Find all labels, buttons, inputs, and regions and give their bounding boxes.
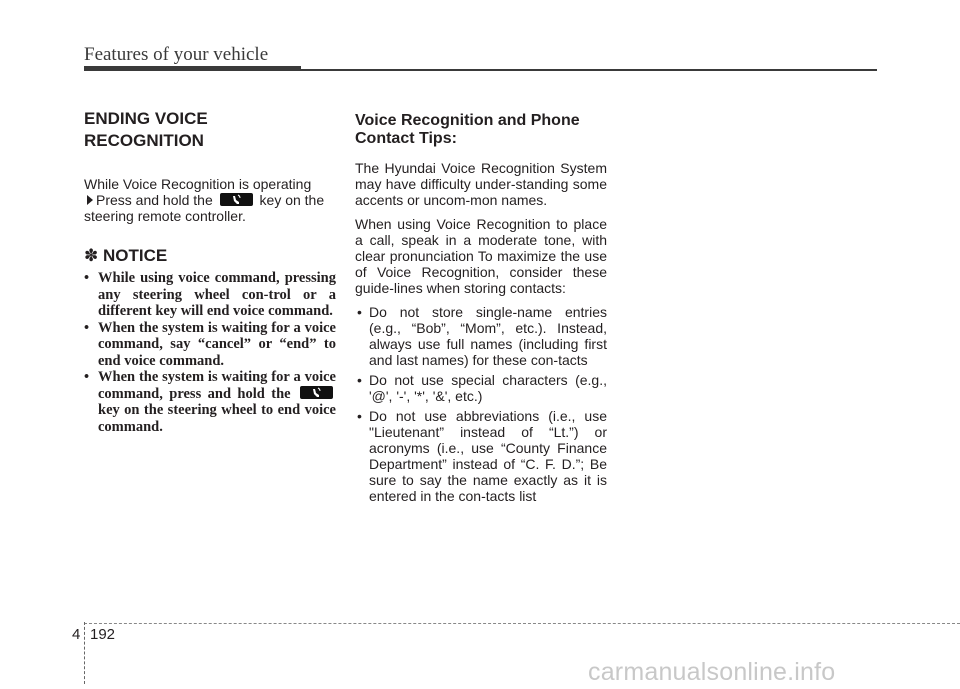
watermark: carmanualsonline.info [588, 658, 836, 686]
page-header-title: Features of your vehicle [84, 44, 269, 65]
header-rule-thick [84, 66, 301, 71]
tips-item-text: Do not use special characters (e.g., '@', '-', '*', '&', etc.) [369, 372, 607, 404]
left-column [84, 108, 336, 435]
section-heading-tips [355, 112, 607, 148]
paragraph-text: Press and hold the [96, 192, 213, 208]
notice-item-text: While using voice command, pressing any steering wheel con-trol or a different key will end voice command. [98, 270, 336, 319]
notice-item: • When the system is waiting for a voice command, say “cancel” or “end” to end voice command. [84, 319, 336, 369]
paragraph-text: While Voice Recognition is operating [84, 176, 312, 192]
tips-item: • Do not use abbreviations (i.e., use "Lieutenant” instead of “Lt.”) or acronyms (i.e., use “County Finance Department” instead of “C. F. D.”; Be sure to say the name exactly as it is entered in the con-tacts list [357, 408, 607, 504]
notice-item: • When the system is waiting for a voice command, press and hold the key on the steering wheel to end voice command. [84, 369, 336, 435]
notice-item-text: key on the steering wheel to end voice command. [98, 402, 336, 435]
page-number: 192 [90, 626, 116, 643]
section-heading-ending-voice [84, 108, 336, 152]
tips-item-text: Do not store single-name entries (e.g., “Bob”, “Mom”, etc.). Instead, always use full names (including first and last names) for these con-tacts [369, 304, 607, 368]
tips-paragraph: The Hyundai Voice Recognition System may have difficulty under-standing some accents or uncom-mon names. [355, 160, 607, 208]
voice-recognition-key-icon [220, 193, 253, 206]
notice-block [84, 246, 336, 435]
notice-list [84, 270, 336, 435]
notice-item-text: When the system is waiting for a voice command, press and hold the [98, 369, 336, 402]
chapter-number: 4 [72, 626, 81, 643]
notice-item: • While using voice command, pressing any steering wheel con-trol or a different key will end voice command. [84, 270, 336, 319]
heading-line: RECOGNITION [84, 131, 204, 150]
heading-line: Voice Recognition and Phone [355, 112, 580, 129]
paragraph-text: key on the [259, 192, 325, 208]
notice-title-text: NOTICE [102, 246, 168, 265]
tips-list [355, 304, 607, 504]
footer-divider [84, 622, 85, 684]
heading-line: ENDING VOICE [84, 109, 208, 128]
tips-item: • Do not use special characters (e.g., '@', '-', '*', '&', etc.) [357, 372, 607, 404]
right-column [355, 112, 607, 504]
notice-item-text: When the system is waiting for a voice command, say “cancel” or “end” to end voice command. [98, 319, 336, 369]
heading-line: Contact Tips: [355, 130, 457, 147]
notice-symbol: ✽ [84, 246, 99, 265]
notice-title [84, 246, 336, 266]
voice-recognition-key-icon [300, 386, 333, 399]
header-rule-thin [301, 69, 877, 71]
tips-item: • Do not store single-name entries (e.g., “Bob”, “Mom”, etc.). Instead, always use full names (including first and last names) for these con-tacts [357, 304, 607, 368]
play-triangle-icon [87, 195, 93, 205]
tips-item-text: Do not use abbreviations (i.e., use "Lieutenant” instead of “Lt.”) or acronyms (i.e., use “County Finance Department” instead of “C. F. D.”; Be sure to say the name exactly as it is entered in the con-tacts list [369, 408, 607, 504]
paragraph-text: steering remote controller. [84, 208, 246, 224]
tips-paragraph: When using Voice Recognition to place a call, speak in a moderate tone, with clear pronunciation To maximize the use of Voice Recognition, consider these guide-lines when storing contacts: [355, 216, 607, 296]
footer-rule [84, 623, 960, 624]
ending-voice-paragraph [84, 176, 336, 224]
